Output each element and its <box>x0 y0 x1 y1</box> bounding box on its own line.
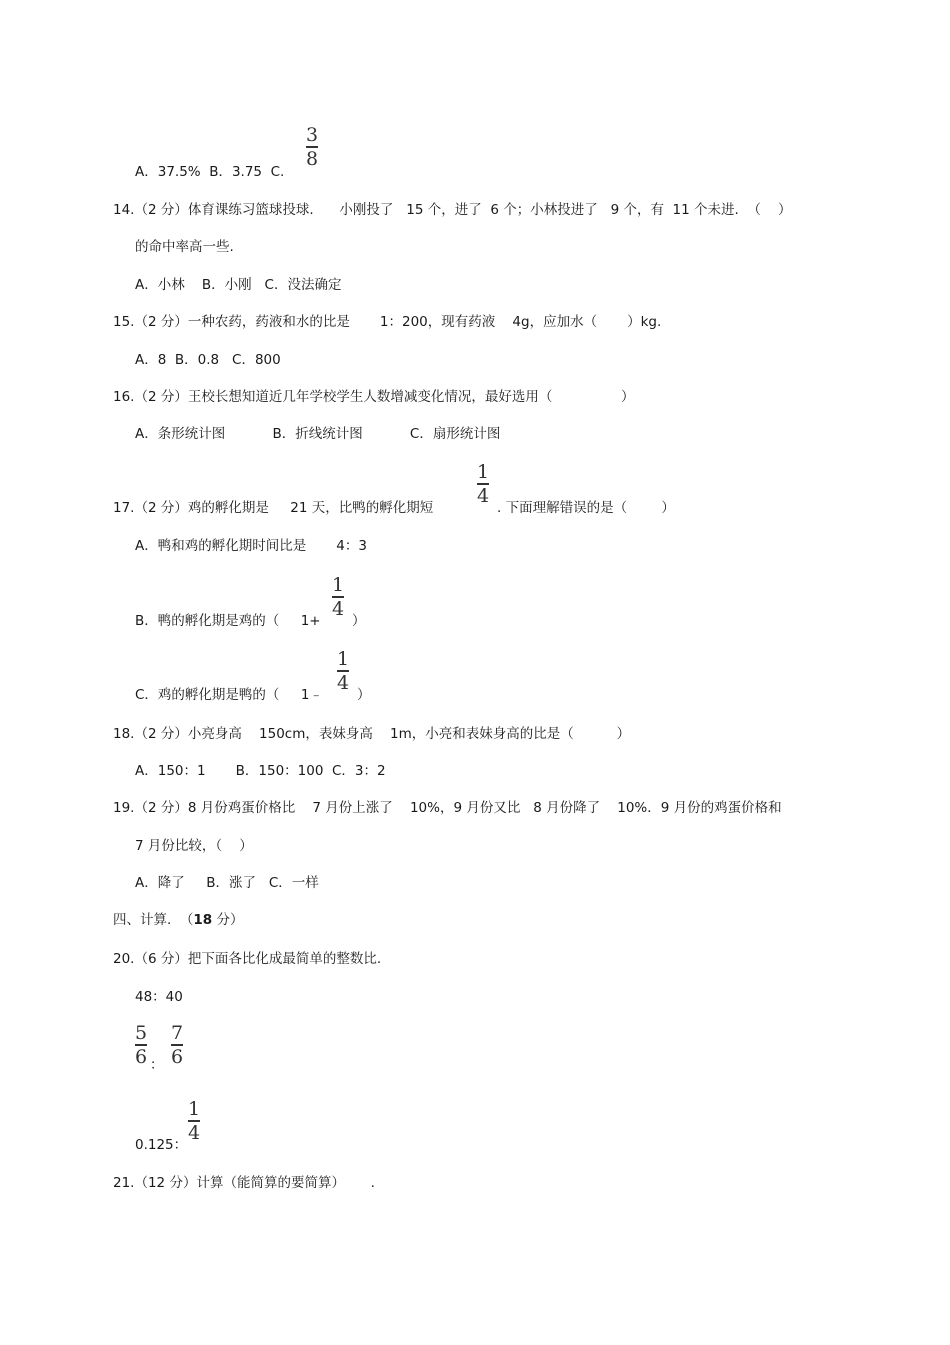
q15-options: A．8 B．0.8 C．800 <box>135 352 281 368</box>
q17-option-c-prefix: C．鸡的孵化期是鸭的（ 1﹣ <box>135 687 323 703</box>
q14-stem: 14.（2 分）体育课练习篮球投球. 小刚投了 15 个，进了 6 个；小林投进了 9 个，有 11 个未进. （ ） <box>113 202 792 218</box>
q18-options: A．150：1 B．150：100 C．3：2 <box>135 763 386 779</box>
q15-stem: 15.（2 分）一种农药，药液和水的比是 1：200，现有药液 4g，应加水（ ）kg. <box>113 314 662 330</box>
q20-ratio-colon: ： <box>150 1057 164 1073</box>
q20-item-1: 48：40 <box>135 989 183 1005</box>
fraction-numerator: 7 <box>171 1022 184 1044</box>
q19-stem-cont: 7 月份比较，（ ） <box>135 838 253 854</box>
q17-stem-fraction <box>477 463 489 506</box>
q17-option-c-suffix: ） <box>357 687 371 703</box>
q20-fraction-2 <box>171 1024 183 1067</box>
q17-option-a: A．鸭和鸡的孵化期时间比是 4：3 <box>135 538 367 554</box>
section-4-suffix: 分） <box>212 912 244 928</box>
section-4-heading <box>113 911 243 929</box>
q13-c-fraction <box>306 126 318 169</box>
section-4-prefix: 四、计算. （ <box>113 912 194 928</box>
q16-stem: 16.（2 分）王校长想知道近几年学校学生人数增减变化情况，最好选用（ ） <box>113 389 635 405</box>
q16-options: A．条形统计图 B．折线统计图 C．扇形统计图 <box>135 426 501 442</box>
q14-options: A．小林 B．小刚 C．没法确定 <box>135 277 342 293</box>
fraction-numerator: 1 <box>337 648 350 670</box>
q20-fraction-1 <box>135 1024 147 1067</box>
fraction-denominator: 6 <box>171 1046 184 1068</box>
fraction-denominator: 4 <box>188 1122 201 1144</box>
fraction-denominator: 4 <box>477 485 490 507</box>
q20-item-3: 0.125： <box>135 1137 188 1153</box>
q17-b-fraction <box>332 576 344 619</box>
fraction-numerator: 1 <box>477 461 490 483</box>
section-4-score: 18 <box>193 912 213 928</box>
fraction-denominator: 6 <box>135 1046 148 1068</box>
q13-options: A．37.5% B．3.75 C. <box>135 164 285 180</box>
q19-options: A．降了 B．涨了 C．一样 <box>135 875 319 891</box>
q17-c-fraction <box>337 650 349 693</box>
fraction-numerator: 5 <box>135 1022 148 1044</box>
q14-stem-cont: 的命中率高一些. <box>135 239 234 255</box>
fraction-numerator: 1 <box>332 574 345 596</box>
q19-stem: 19.（2 分）8 月份鸡蛋价格比 7 月份上涨了 10%，9 月份又比 8 月份降了 10%．9 月份的鸡蛋价格和 <box>113 800 782 816</box>
q17-stem-a: 17.（2 分）鸡的孵化期是 21 天，比鸭的孵化期短 <box>113 500 434 516</box>
fraction-numerator: 1 <box>188 1098 201 1120</box>
q20-stem: 20.（6 分）把下面各比化成最简单的整数比. <box>113 951 382 967</box>
q21-stem: 21.（12 分）计算（能简算的要简算） . <box>113 1175 375 1191</box>
q17-option-b-prefix: B．鸭的孵化期是鸡的（ 1+ <box>135 613 321 629</box>
fraction-numerator: 3 <box>306 124 319 146</box>
q20-fraction-3 <box>188 1100 200 1143</box>
fraction-denominator: 4 <box>337 672 350 694</box>
fraction-denominator: 8 <box>306 148 319 170</box>
fraction-denominator: 4 <box>332 598 345 620</box>
q17-option-b-suffix: ） <box>352 613 366 629</box>
q18-stem: 18.（2 分）小亮身高 150cm，表妹身高 1m，小亮和表妹身高的比是（ ） <box>113 726 631 742</box>
q17-stem-b: . 下面理解错误的是（ ） <box>497 500 675 516</box>
